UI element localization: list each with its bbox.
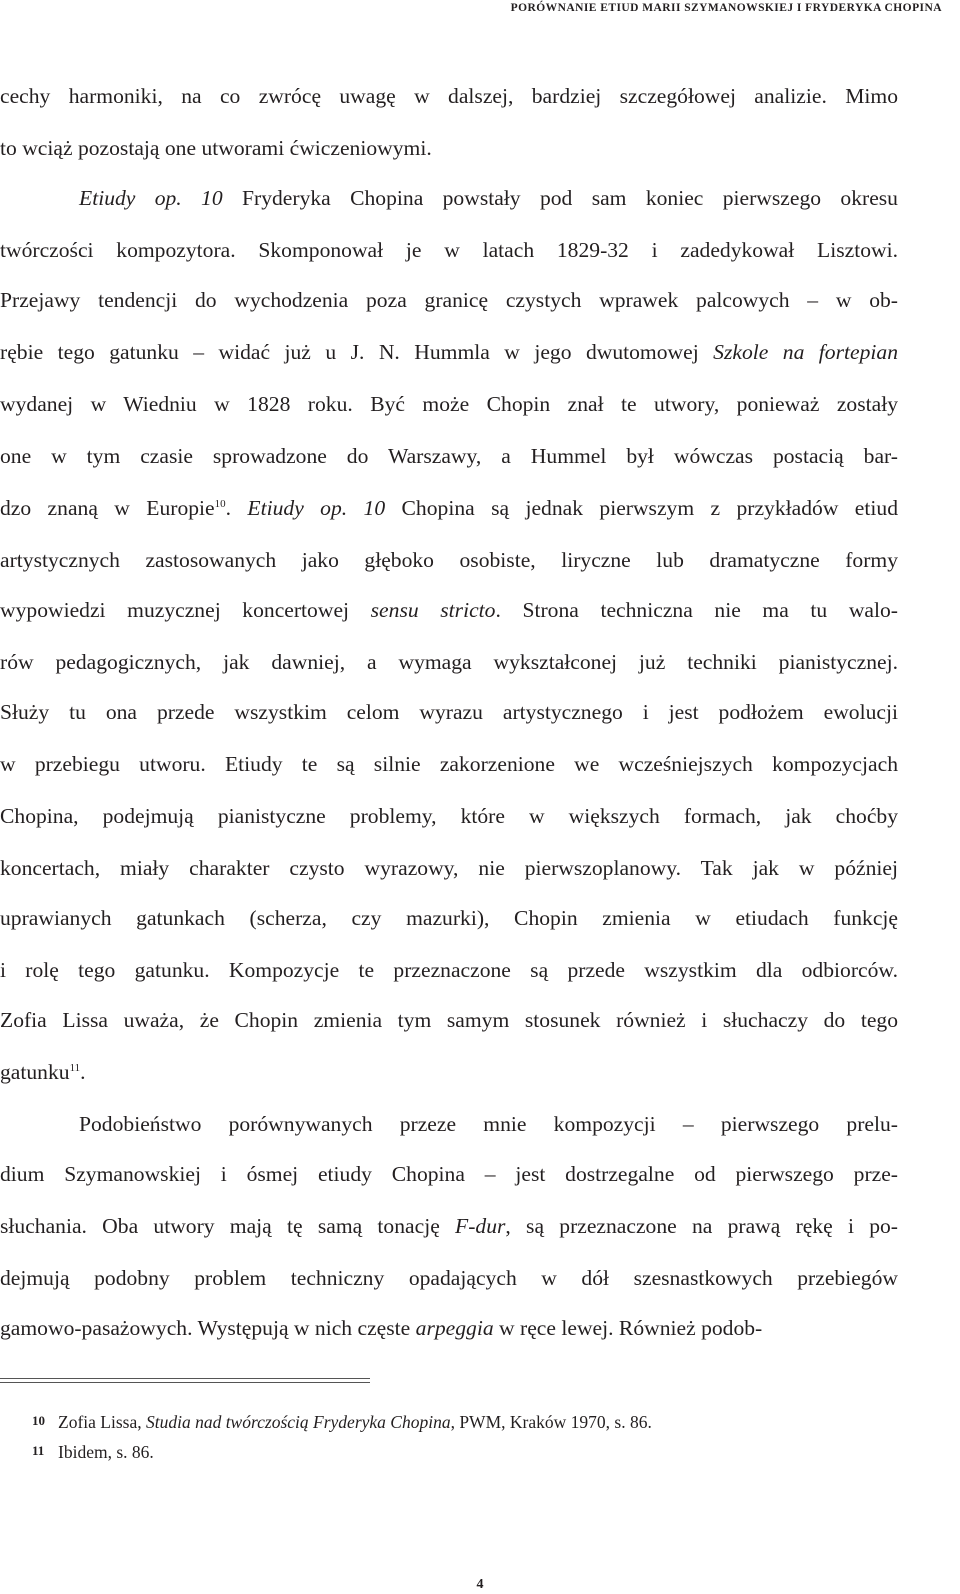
text-line: Służy tu ona przede wszystkim celom wyrazu artystycznego i jest podłożem ewolucji: [0, 700, 898, 724]
footnote-11: [32, 1444, 154, 1462]
text-line: Przejawy tendencji do wychodzenia poza granicę czystych wprawek palcowych – w ob-: [0, 288, 898, 312]
text-line: artystycznych zastosowanych jako głęboko osobiste, liryczne lub dramatyczne formy: [0, 548, 898, 572]
footnote-number: 10: [32, 1413, 45, 1428]
text-line: gamowo-pasażowych. Występują w nich częste arpeggia w ręce lewej. Również podob-: [0, 1316, 763, 1340]
footnote-10: [32, 1414, 652, 1432]
text-line: twórczości kompozytora. Skomponował je w latach 1829-32 i zadedykował Lisztowi.: [0, 238, 898, 262]
text-line: dium Szymanowskiej i ósmej etiudy Chopina – jest dostrzegalne od pierwszego prze-: [0, 1162, 898, 1186]
text-line: Chopina, podejmują pianistyczne problemy, które w większych formach, jak choćby: [0, 804, 898, 828]
text-line: one w tym czasie sprowadzone do Warszawy, a Hummel był wówczas postacią bar-: [0, 444, 898, 468]
text-line: to wciąż pozostają one utworami ćwiczeniowymi.: [0, 136, 432, 160]
text-line: słuchania. Oba utwory mają tę samą tonację F-dur, są przeznaczone na prawą rękę i po-: [0, 1214, 898, 1238]
text-line: wypowiedzi muzycznej koncertowej sensu stricto. Strona techniczna nie ma tu walo-: [0, 598, 898, 622]
footnote-text: Ibidem, s. 86.: [58, 1442, 154, 1462]
text-line: Zofia Lissa uważa, że Chopin zmienia tym samym stosunek również i słuchaczy do tego: [0, 1008, 898, 1032]
text-line: i rolę tego gatunku. Kompozycje te przeznaczone są przede wszystkim dla odbiorców.: [0, 958, 898, 982]
footnote-number: 11: [32, 1443, 45, 1458]
text-line: Podobieństwo porównywanych przeze mnie kompozycji – pierwszego prelu-: [79, 1112, 898, 1136]
footnote-rule: [0, 1378, 370, 1379]
footnote-rule: [0, 1382, 370, 1383]
text-line: dzo znaną w Europie$^{10}$. Etiudy op. 10 Chopina są jednak pierwszym z przykładów etiud: [0, 496, 898, 520]
text-line: rębie tego gatunku – widać już u J. N. Hummla w jego dwutomowej Szkole na fortepian: [0, 340, 898, 364]
text-line: w przebiegu utworu. Etiudy te są silnie zakorzenione we wcześniejszych kompozycjach: [0, 752, 898, 776]
text-line: dejmują podobny problem techniczny opadających w dół szesnastkowych przebiegów: [0, 1266, 898, 1290]
running-header: PORÓWNANIE ETIUD MARII SZYMANOWSKIEJ I FRYDERYKA CHOPINA: [510, 2, 942, 14]
text-line: uprawianych gatunkach (scherza, czy mazurki), Chopin zmienia w etiudach funkcję: [0, 906, 898, 930]
text-line: gatunku$^{11}$.: [0, 1060, 86, 1084]
text-line: Etiudy op. 10 Fryderyka Chopina powstały pod sam koniec pierwszego okresu: [79, 186, 898, 210]
text-line: wydanej w Wiedniu w 1828 roku. Być może Chopin znał te utwory, ponieważ zostały: [0, 392, 898, 416]
text-line: rów pedagogicznych, jak dawniej, a wymaga wykształconej już techniki pianistycznej.: [0, 650, 898, 674]
text-line: koncertach, miały charakter czysto wyrazowy, nie pierwszoplanowy. Tak jak w później: [0, 856, 898, 880]
page-number: 4: [476, 1577, 484, 1592]
footnote-text: Zofia Lissa, Studia nad twórczością Fryderyka Chopina, PWM, Kraków 1970, s. 86.: [58, 1412, 652, 1432]
text-line: cechy harmoniki, na co zwrócę uwagę w dalszej, bardziej szczegółowej analizie. Mimo: [0, 84, 898, 108]
